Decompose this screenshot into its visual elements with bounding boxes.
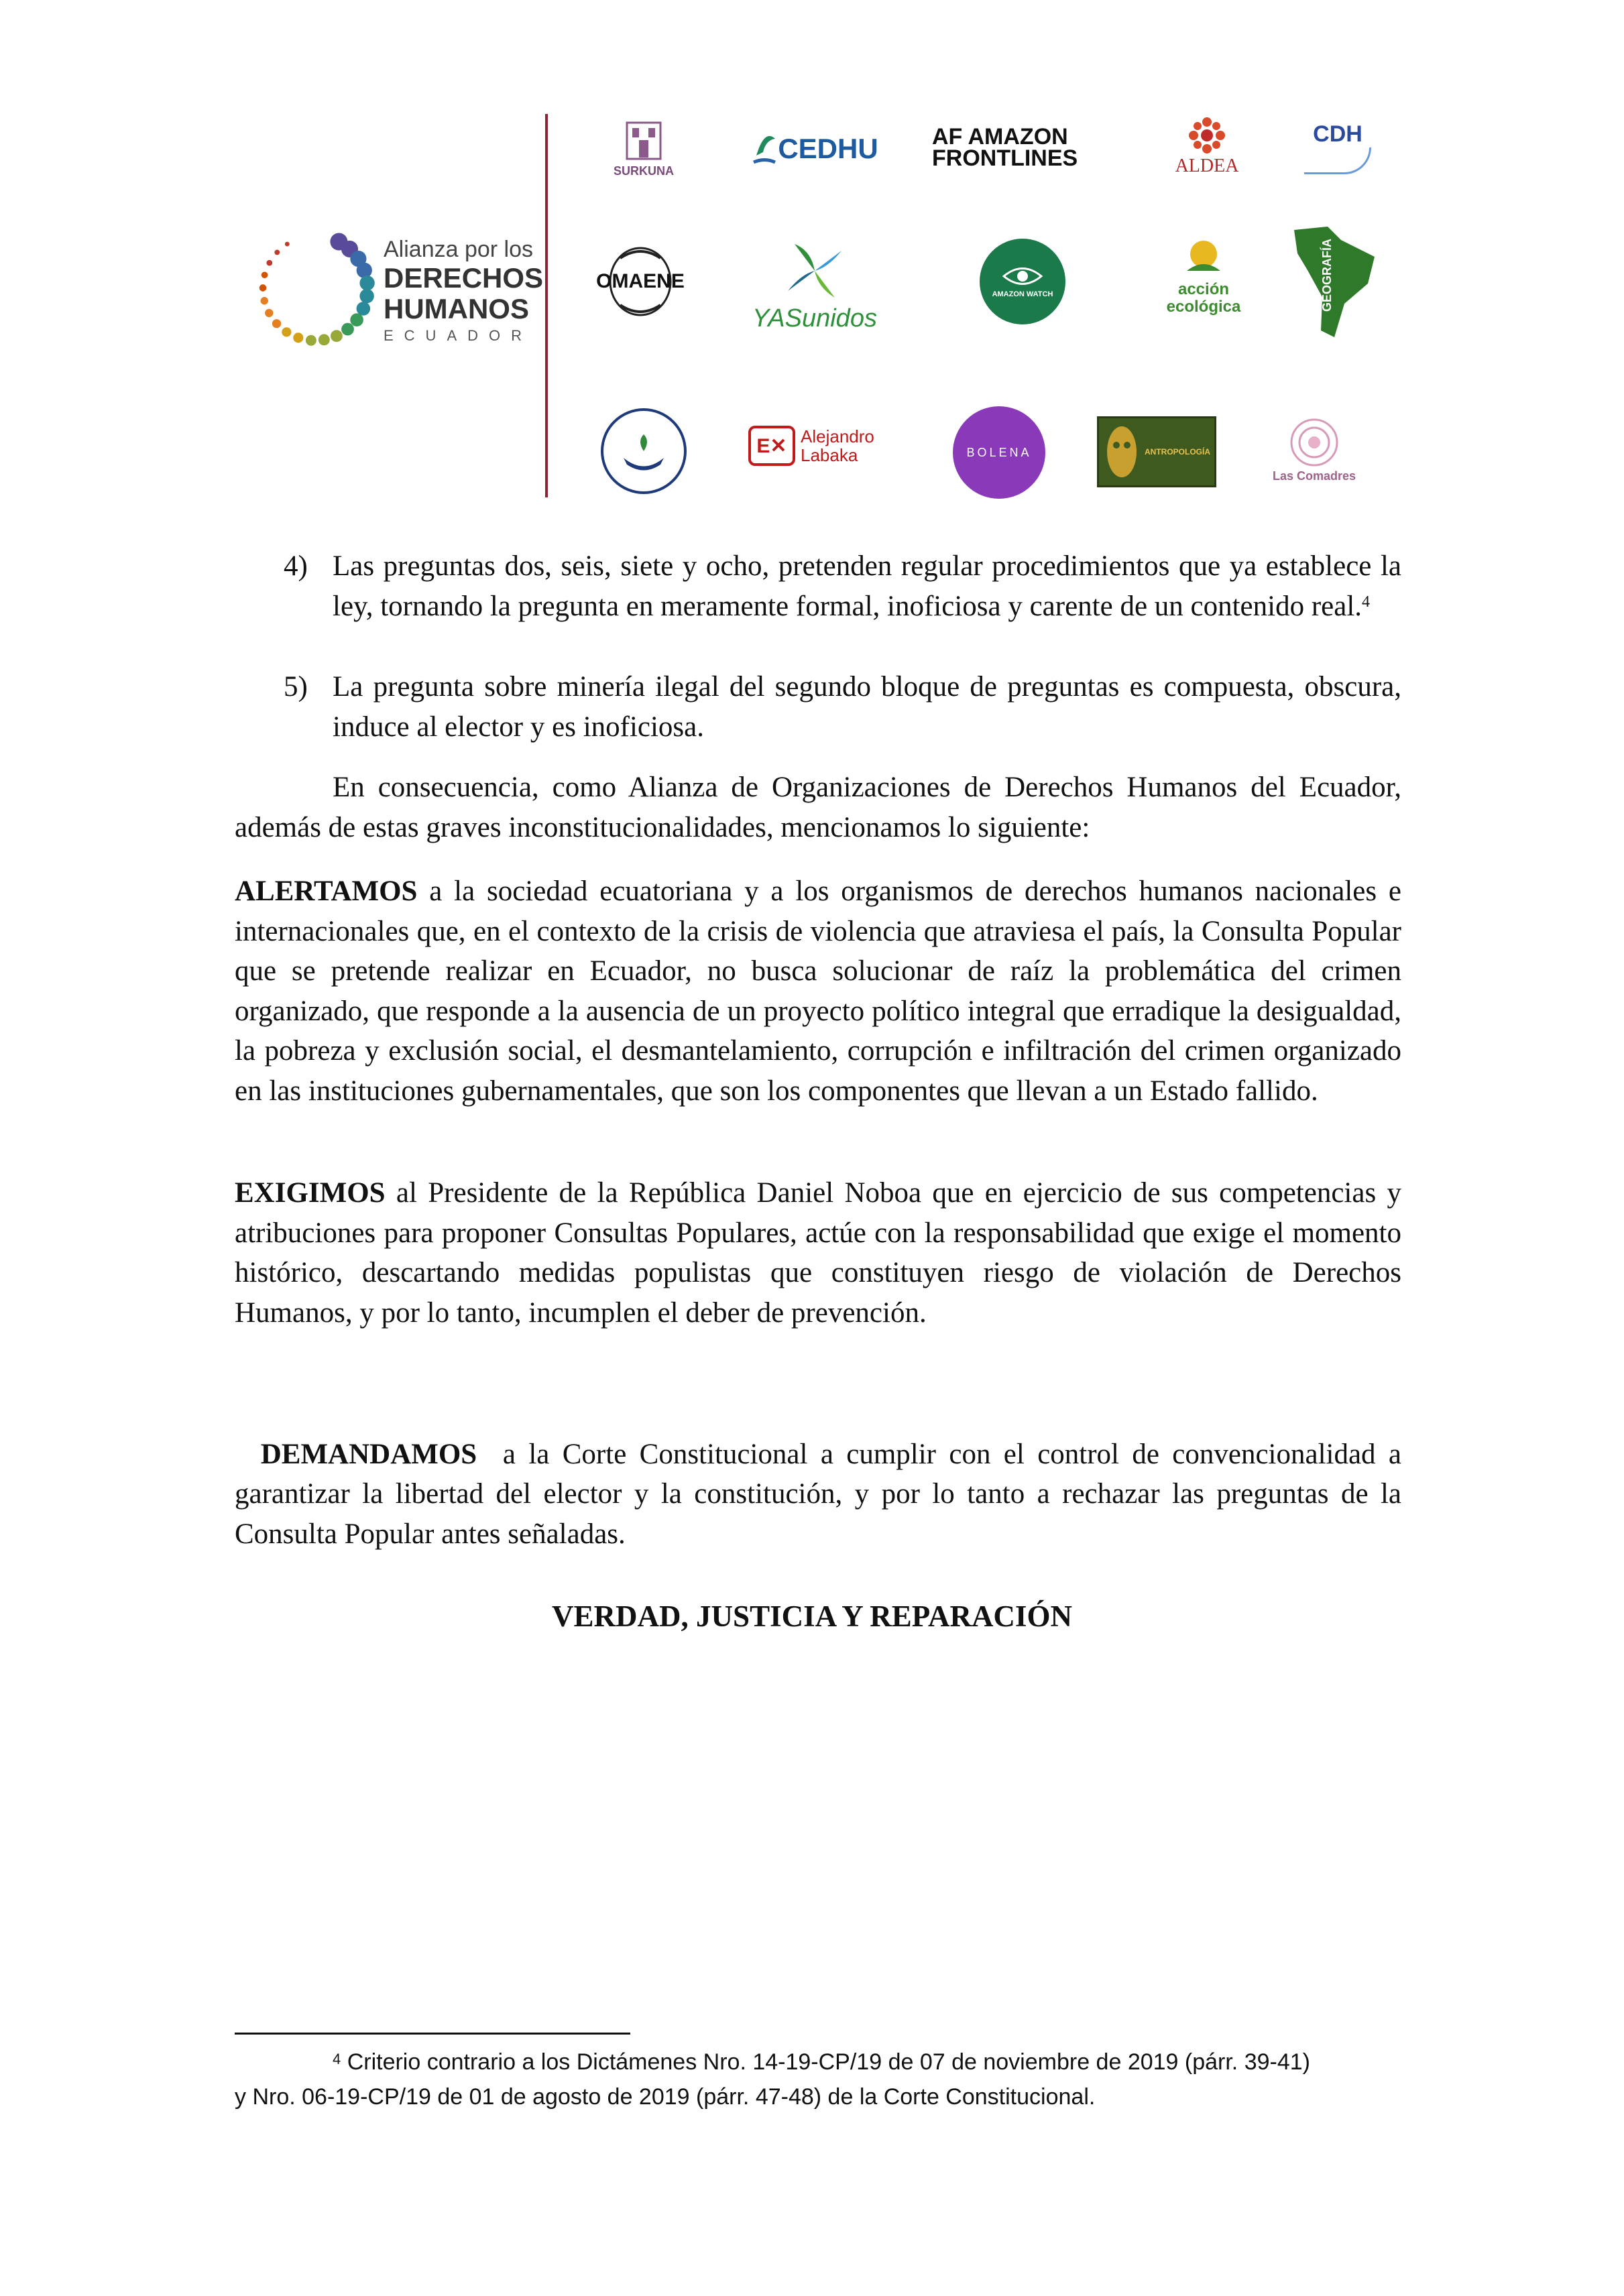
alert-paragraph [235, 871, 1401, 1111]
accion-label: acción ecológica [1166, 280, 1241, 316]
logo-yasunidos [748, 228, 882, 342]
list-item-4 [235, 546, 1401, 667]
aldea-flower-icon [1187, 115, 1227, 156]
yasunidos-label: YASunidos [752, 304, 877, 333]
demand-paragraph [235, 1173, 1401, 1333]
bolena-circle [953, 406, 1045, 499]
alianza-wordmark [384, 236, 543, 347]
logo-aldea [1160, 107, 1254, 184]
alianza-dot [359, 289, 373, 303]
letterhead [0, 0, 1624, 509]
cdh-dove-shape [1304, 147, 1371, 174]
logo-udefegae [600, 406, 687, 496]
omaene-label: OMAENE [596, 270, 685, 292]
footnote-number: 4 [333, 2051, 341, 2067]
alianza-dot [282, 327, 291, 337]
consequence-text: En consecuencia, como Alianza de Organizaciones de Derechos Humanos del Ecuador, además de estas graves inconstitucionalidades, mencionamos lo siguiente: [235, 772, 1401, 843]
list-item-5-number: 5) [284, 671, 308, 703]
list-item-4-number: 4) [284, 550, 308, 582]
alianza-dot [266, 260, 272, 266]
logo-surkuna [603, 111, 684, 184]
logo-amazon-frontlines [929, 121, 1110, 174]
footnote-ref-4[interactable]: 4 [1362, 593, 1371, 611]
footnote-separator [235, 2033, 630, 2035]
alianza-dot [259, 284, 267, 292]
closing-slogan: VERDAD, JUSTICIA Y REPARACIÓN [552, 1599, 1072, 1633]
geografia-label: GEOGRAFÍA [1320, 238, 1334, 312]
alianza-dot [285, 242, 290, 247]
list-item-5-text: La pregunta sobre minería ilegal del segundo bloque de preguntas es compuesta, obscura, induce al elector y es inoficiosa. [333, 671, 1401, 743]
court-text: a la Corte Constitucional a cumplir con el control de convencionalidad a garantizar la libertad del elector y la constitución, y por lo tanto a rechazar las preguntas de la Consulta Popular antes señaladas. [235, 1438, 1409, 1550]
hands-plant-icon [620, 428, 667, 475]
logo-cedhu [741, 115, 888, 182]
alianza-dot [272, 319, 281, 328]
court-paragraph [235, 1394, 1409, 1554]
alianza-dot [262, 271, 268, 278]
bolena-label: BOLENA [966, 445, 1032, 459]
alianza-dot [293, 333, 303, 343]
logo-las-comadres [1261, 406, 1368, 493]
accion-sun-icon [1180, 234, 1227, 281]
surkuna-label: SURKUNA [614, 164, 674, 178]
footnote-line1-text: Criterio contrario a los Dictámenes Nro. 14-19-CP/19 de 07 de noviembre de 2019 (párr. 39-41) [341, 2049, 1310, 2075]
alianza-dot [261, 297, 268, 304]
antropologia-box [1097, 416, 1216, 487]
court-lead: DEMANDAMOS [260, 1438, 477, 1470]
eye-icon [1002, 265, 1043, 288]
comadres-label: Las Comadres [1272, 469, 1356, 483]
yasunidos-leaf-icon [781, 237, 848, 304]
udefegae-seal [601, 408, 687, 494]
amazon-watch-label: AMAZON WATCH [992, 290, 1053, 298]
alert-lead: ALERTAMOS [235, 875, 418, 907]
cedhu-bird-icon [751, 125, 778, 172]
alianza-dot [274, 250, 280, 255]
demand-text: al Presidente de la República Daniel Noboa que en ejercicio de sus competencias y atribuciones para proponer Consultas Populares, actúe con la responsabilidad que exige el momento histórico, descartando medidas populistas que constituyen riesgo de violación de Derechos Humanos, y por lo tanto, incumplen el deber de prevención. [235, 1177, 1401, 1329]
alianza-line2: DERECHOS [384, 262, 544, 294]
comadres-mandala-icon [1287, 416, 1341, 469]
alianza-line4: ECUADOR [384, 327, 533, 344]
mask-icon [1103, 422, 1141, 482]
alianza-dot [306, 335, 316, 346]
logo-bolena [952, 406, 1046, 499]
footnote-line2: y Nro. 06-19-CP/19 de 01 de agosto de 2019 (párr. 47-48) de la Corte Constitucional. [235, 2084, 1096, 2110]
surkuna-icon [620, 117, 667, 164]
list-item-5 [235, 667, 1401, 747]
labaka-label: Alejandro Labaka [801, 426, 874, 465]
logo-omaene [587, 238, 694, 325]
logo-cdh [1294, 111, 1381, 184]
list-item-4-text-block [333, 546, 1401, 626]
alianza-dot [359, 276, 374, 290]
cdh-label: CDH [1313, 121, 1362, 147]
logo-accion-ecologica [1157, 225, 1251, 325]
logo-amazon-watch [979, 238, 1066, 325]
list-item-4-text: Las preguntas dos, seis, siete y ocho, pretenden regular procedimientos que ya establece la ley, tornando la pregunta en meramente formal, inoficiosa y carente de un contenido real. [333, 550, 1401, 622]
logo-antropologia [1096, 416, 1217, 488]
footnote [235, 2045, 1401, 2114]
alianza-dot [357, 263, 372, 278]
alianza-dot [331, 330, 343, 342]
logo-geografia-critica [1277, 221, 1385, 342]
alert-text: a la sociedad ecuatoriana y a los organismos de derechos humanos nacionales e internacionales que, en el contexto de la crisis de violencia que atraviesa el país, la Consulta Popular que se pretende realizar en Ecuador, no busca solucionar de raíz la problemática del crimen organizado, que responde a la ausencia de un proyecto político integral que erradique la desigualdad, la pobreza y exclusión social, el desmantelamiento, corrupción e infiltración del crimen organizado en las instituciones gubernamentales, que son los componentes que llevan a un Estado fallido. [235, 875, 1401, 1107]
alianza-line1: Alianza por los [384, 237, 534, 262]
logo-alejandro-labaka [744, 416, 885, 476]
alianza-dot [357, 302, 371, 316]
alianza-dot [318, 334, 330, 345]
aldea-label: ALDEA [1175, 155, 1239, 176]
cedhu-label: CEDHU [778, 133, 878, 164]
consequence-paragraph [235, 768, 1401, 847]
amazon-frontlines-label: AF AMAZON FRONTLINES [932, 124, 1078, 171]
labaka-mark-glyph: E✕ [756, 434, 787, 457]
alianza-line3: HUMANOS [384, 293, 529, 324]
antropologia-label: ANTROPOLOGÍA [1145, 447, 1210, 457]
demand-lead: EXIGIMOS [235, 1177, 386, 1209]
header-divider [545, 114, 548, 497]
footnote-line1 [235, 2045, 1401, 2079]
alianza-dot [341, 323, 354, 336]
labaka-mark [748, 426, 795, 466]
alianza-dot [265, 309, 273, 317]
amazon-watch-circle [980, 239, 1065, 324]
alianza-dot [350, 313, 363, 326]
